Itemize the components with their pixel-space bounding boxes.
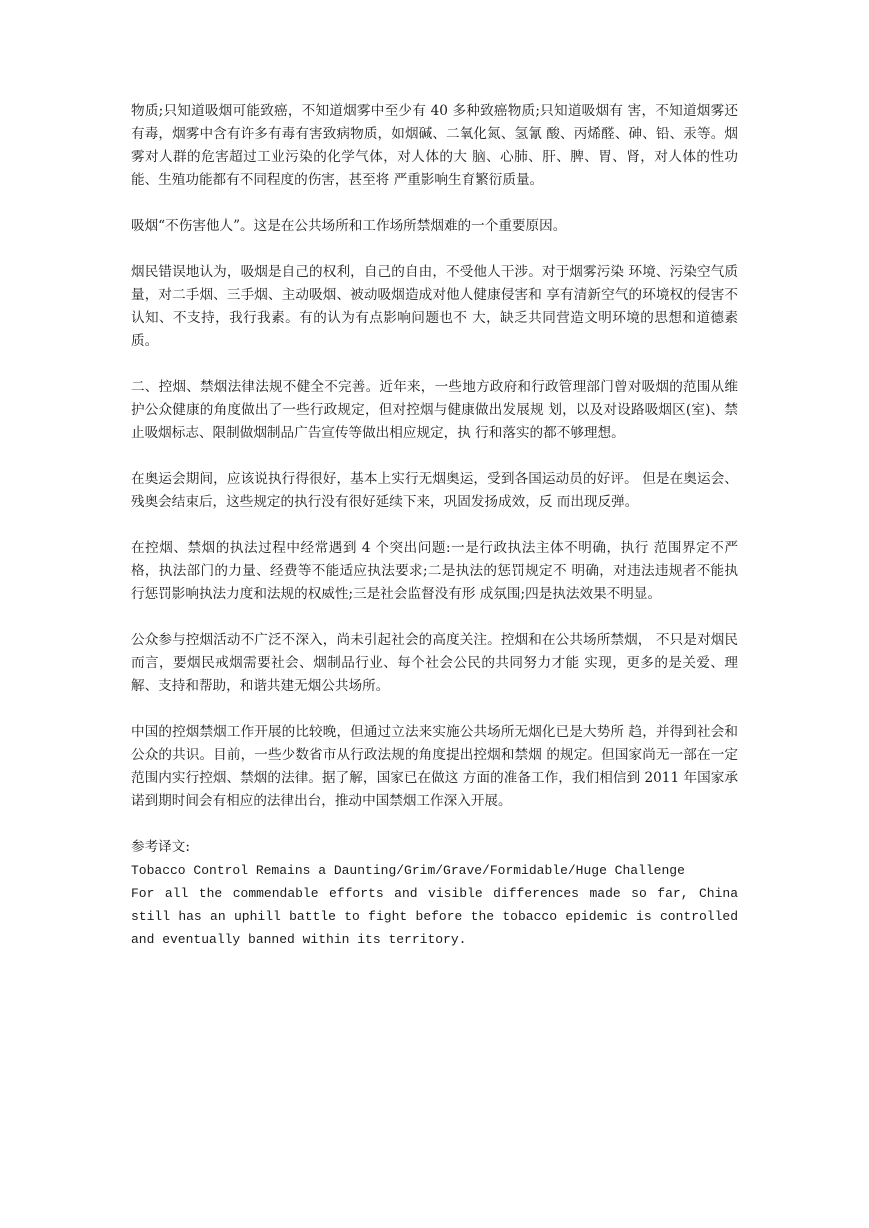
document-body: [131, 100, 738, 951]
english-paragraph: For all the commendable efforts and visible differences made so far, China still has an uphill battle to fight before the tobacco epidemic is controlled and eventually banned within its territory.: [131, 886, 738, 947]
paragraph-olympics: 在奥运会期间，应该说执行得很好，基本上实行无烟奥运，受到各国运动员的好评。 但是在奥运会、残奥会结束后，这些规定的执行没有很好延续下来，巩固发扬成效，反 而出现反弹。: [131, 471, 738, 510]
paragraph-carcinogens: 物质;只知道吸烟可能致癌，不知道烟雾中至少有 40 多种致癌物质;只知道吸烟有 害，不知道烟雾还有毒，烟雾中含有许多有毒有害致病物质，如烟碱、二氧化氮、氢氰 酸、丙烯醛、砷、铅、汞等。烟雾对人群的危害超过工业污染的化学气体，对人体的大 脑、心肺、肝、脾、胃、肾，对人体的性功能、生殖功能都有不同程度的伤害，甚至将 严重影响生育繁衍质量。: [131, 103, 738, 188]
paragraph-not-harming-others: 吸烟“不伤害他人”。这是在公共场所和工作场所禁烟难的一个重要原因。: [131, 218, 567, 234]
paragraph-laws-incomplete: 二、控烟、禁烟法律法规不健全不完善。近年来，一些地方政府和行政管理部门曾对吸烟的范围从维护公众健康的角度做出了一些行政规定，但对控烟与健康做出发展规 划，以及对设路吸烟区(室)、禁止吸烟标志、限制做烟制品广告宣传等做出相应规定，执 行和落实的都不够理想。: [131, 379, 738, 441]
paragraph-public-participation: 公众参与控烟活动不广泛不深入，尚未引起社会的高度关注。控烟和在公共场所禁烟， 不只是对烟民而言，要烟民戒烟需要社会、烟制品行业、每个社会公民的共同努力才能 实现，更多的是关爱、理解、支持和帮助，和谐共建无烟公共场所。: [131, 632, 738, 694]
english-title: Tobacco Control Remains a Daunting/Grim/Grave/Formidable/Huge Challenge: [131, 863, 685, 878]
paragraph-china-legislation: 中国的控烟禁烟工作开展的比较晚，但通过立法来实施公共场所无烟化已是大势所 趋，并得到社会和公众的共识。目前，一些少数省市从行政法规的角度提出控烟和禁烟 的规定。但国家尚无一部在一定范围内实行控烟、禁烟的法律。据了解，国家已在做这 方面的准备工作，我们相信到 2011 年国家承诺到期时间会有相应的法律出台，推动中国禁烟工作深入开展。: [131, 724, 738, 809]
paragraph-enforcement-problems: 在控烟、禁烟的执法过程中经常遇到 4 个突出问题:一是行政执法主体不明确，执行 范围界定不严格，执法部门的力量、经费等不能适应执法要求;二是执法的惩罚规定不 明确，对违法违规者不能执行惩罚影响执法力度和法规的权威性;三是社会监督没有形 成氛围;四是执法效果不明显。: [131, 540, 738, 602]
paragraph-smokers-misconception: 烟民错误地认为，吸烟是自己的权利，自己的自由，不受他人干涉。对于烟雾污染 环境、污染空气质量，对二手烟、三手烟、主动吸烟、被动吸烟造成对他人健康侵害和 享有清新空气的环境权的侵害不认知、不支持，我行我素。有的认为有点影响问题也不 大，缺乏共同营造文明环境的思想和道德素质。: [131, 264, 738, 349]
reference-translation-label: 参考译文:: [131, 839, 190, 855]
